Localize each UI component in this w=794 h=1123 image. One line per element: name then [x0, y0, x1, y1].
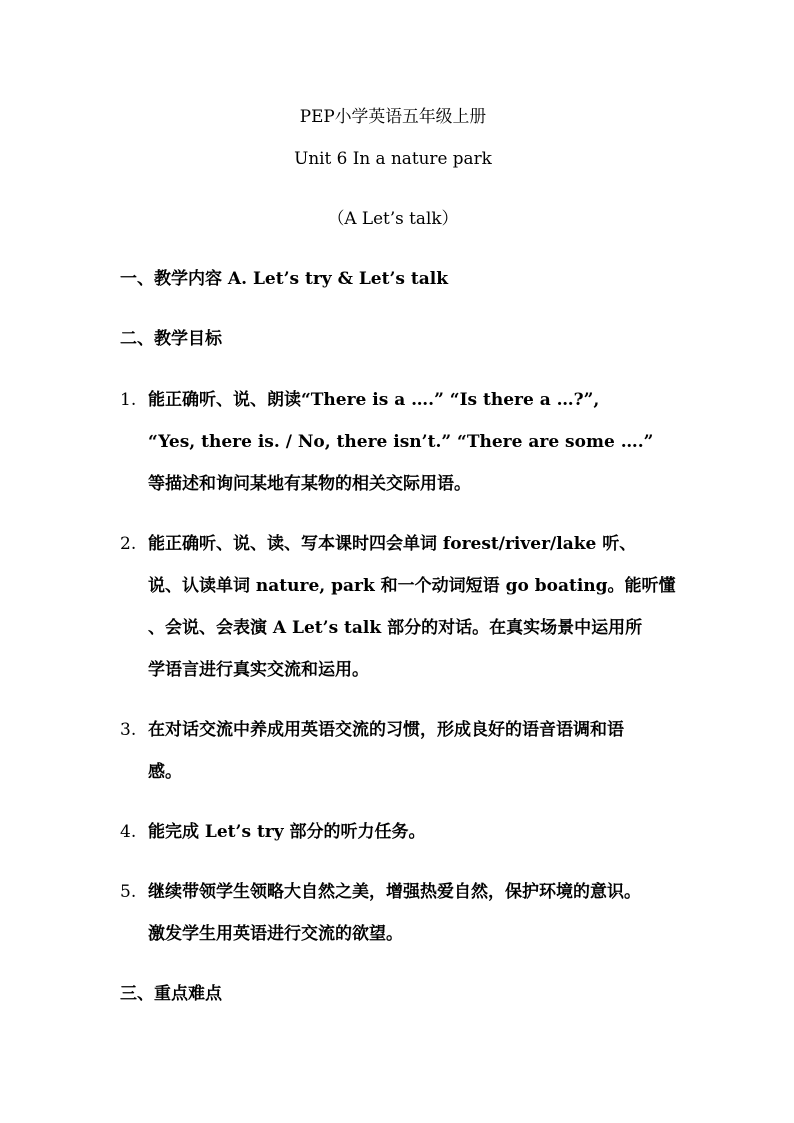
objective-number: 1. — [120, 390, 137, 410]
part-title: （A Let’s talk） — [327, 209, 459, 229]
objective-3-line-1: 在对话交流中养成用英语交流的习惯，形成良好的语音语调和语 — [148, 720, 624, 740]
objective-5-line-1: 继续带领学生领略大自然之美，增强热爱自然，保护环境的意识。 — [148, 882, 641, 902]
unit-title: Unit 6 In a nature park — [294, 149, 492, 169]
objective-1-line-1: 能正确听、说、朗读“There is a ….” “Is there a …?”, — [148, 390, 600, 410]
objective-number: 4. — [120, 822, 137, 842]
document-title: PEP小学英语五年级上册 — [299, 107, 487, 127]
objective-5-line-2: 激发学生用英语进行交流的欲望。 — [148, 924, 403, 944]
objective-number: 5. — [120, 882, 137, 902]
section-heading-content: 一、教学内容 A. Let’s try & Let’s talk — [120, 269, 448, 289]
objective-3-line-2: 感。 — [148, 762, 182, 782]
objective-2-line-4: 学语言进行真实交流和运用。 — [148, 660, 369, 680]
section-heading-key-points: 三、重点难点 — [120, 984, 222, 1004]
objective-2-line-3: 、会说、会表演 A Let’s talk 部分的对话。在真实场景中运用所 — [148, 618, 643, 638]
objective-2-line-2: 说、认读单词 nature, park 和一个动词短语 go boating。能听懂 — [148, 576, 676, 596]
objective-4-line-1: 能完成 Let’s try 部分的听力任务。 — [148, 822, 426, 842]
objective-1-line-2: “Yes, there is. / No, there isn’t.” “There are some ….” — [148, 432, 654, 452]
objective-number: 3. — [120, 720, 137, 740]
section-heading-objectives: 二、教学目标 — [120, 329, 222, 349]
objective-number: 2. — [120, 534, 137, 554]
objective-2-line-1: 能正确听、说、读、写本课时四会单词 forest/river/lake 听、 — [148, 534, 637, 554]
objective-1-line-3: 等描述和询问某地有某物的相关交际用语。 — [148, 474, 471, 494]
